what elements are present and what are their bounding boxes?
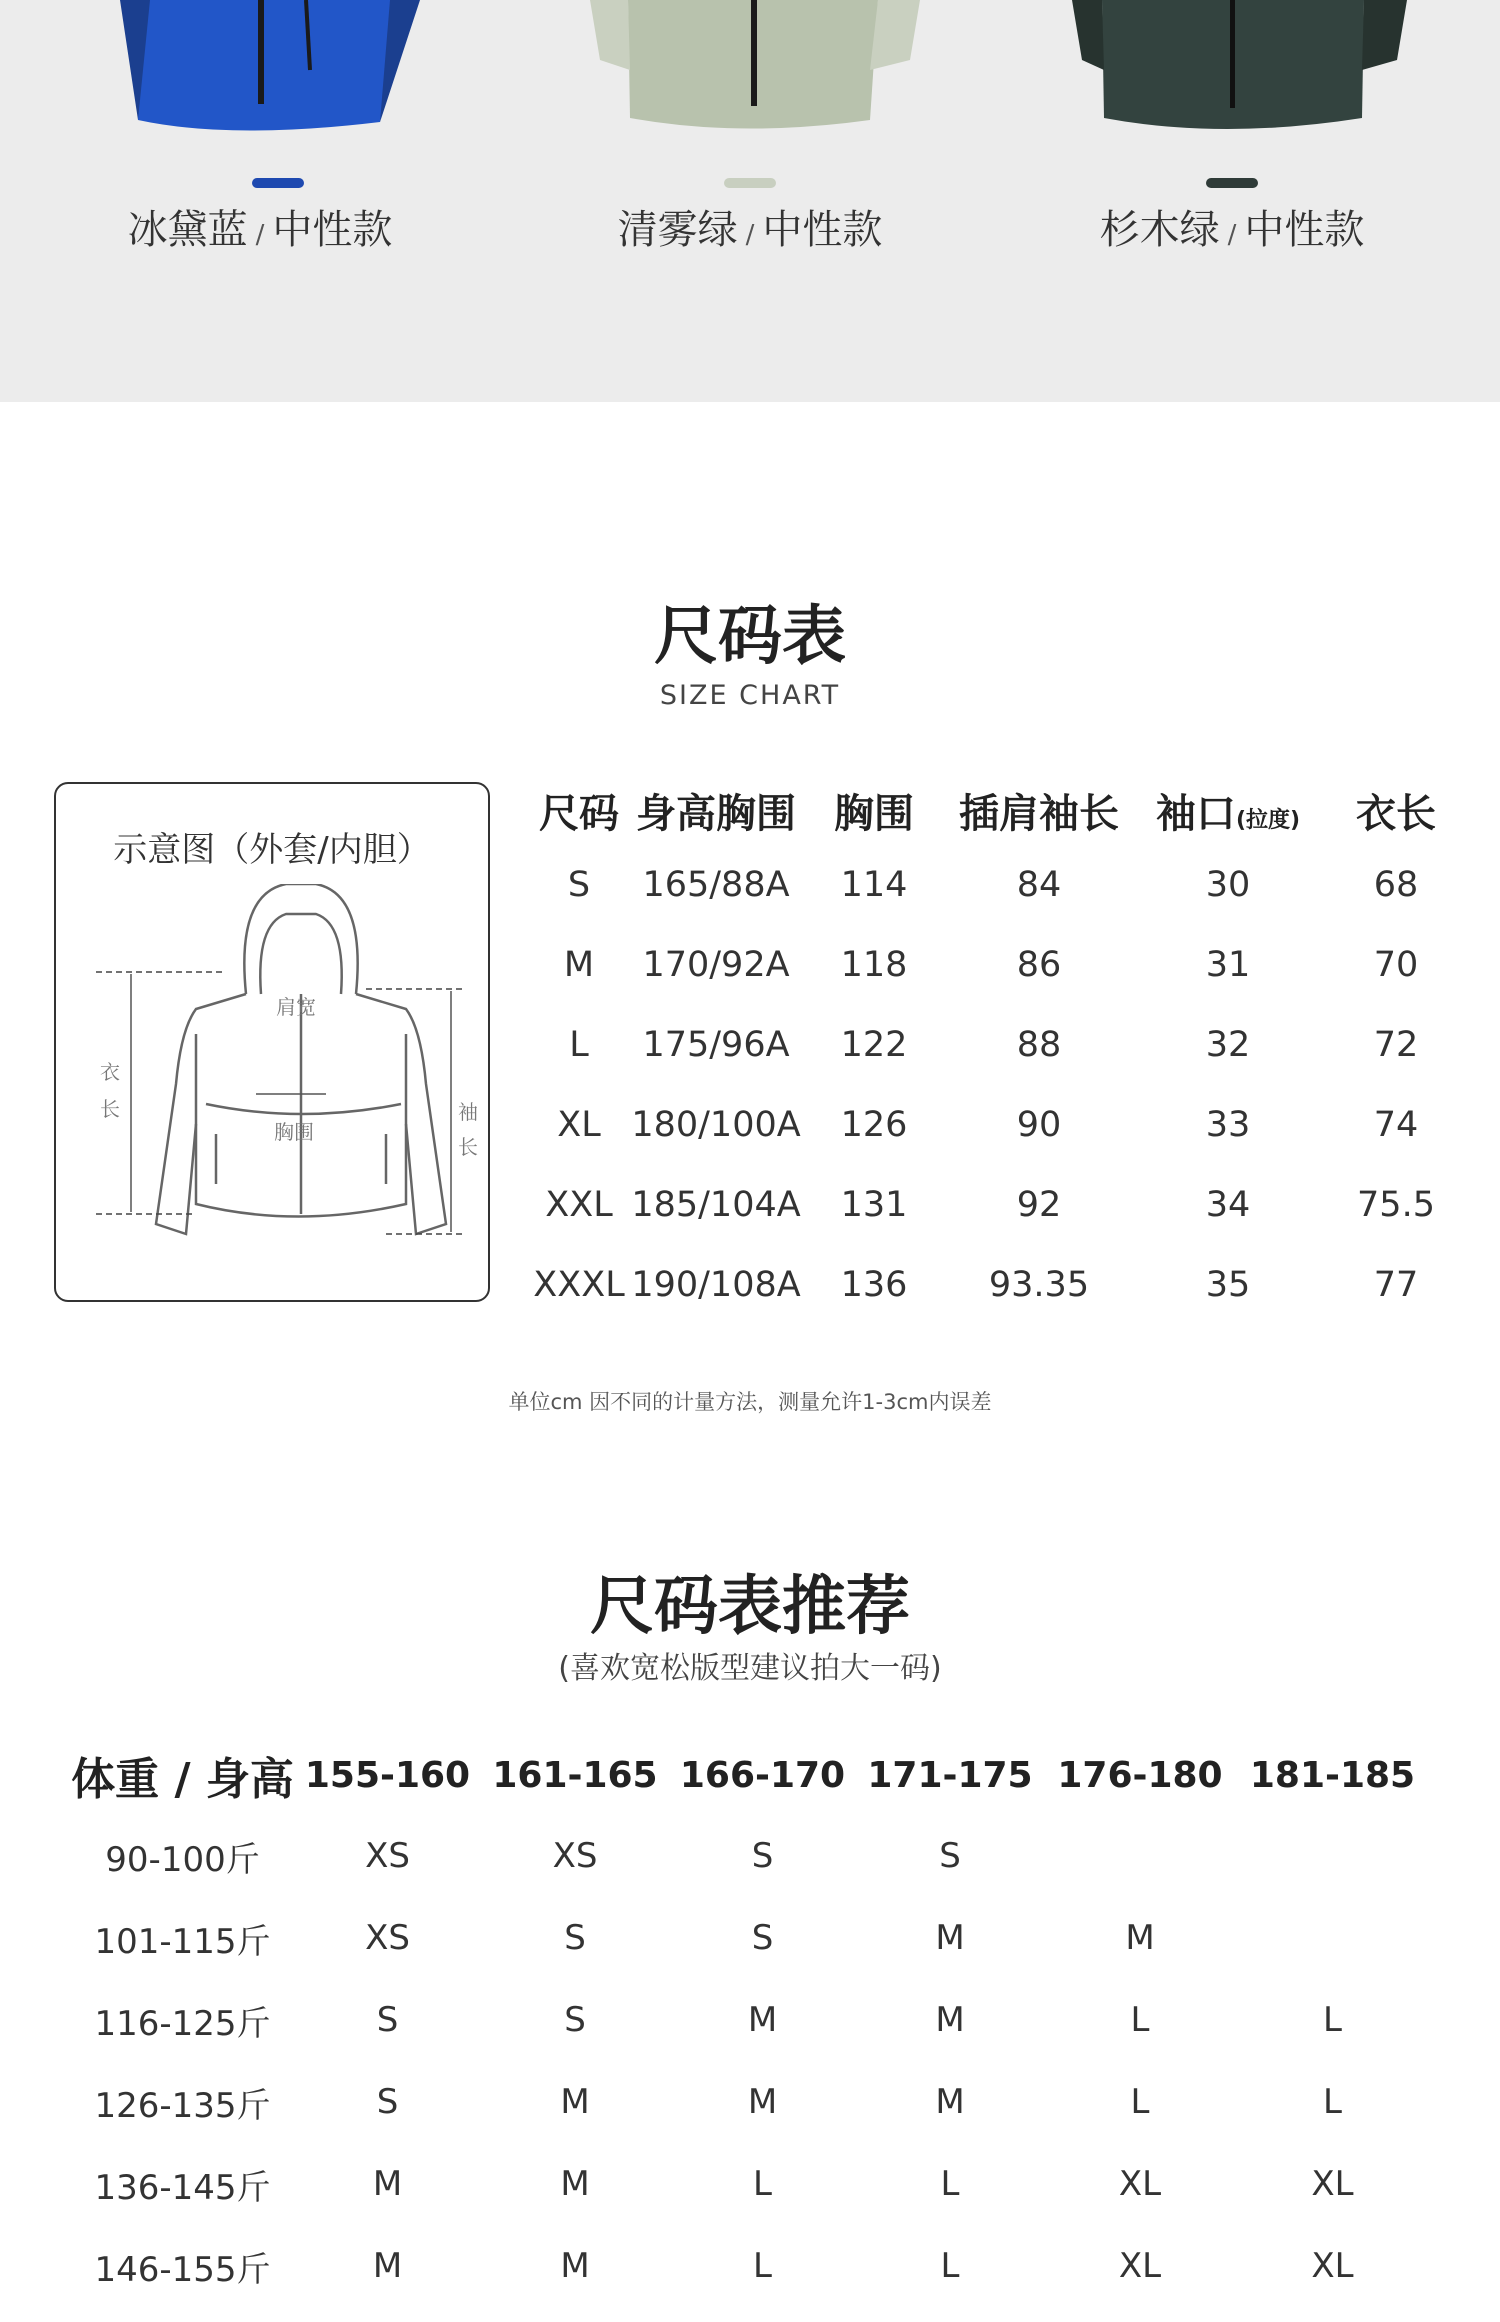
size-recommendation-table <box>70 1735 1430 2307</box>
header-height-range: 181-185 <box>1249 1754 1416 1796</box>
cell-size: M <box>563 945 595 985</box>
cell-recommended-size: L <box>1323 2000 1342 2040</box>
variant-label-blue: 冰黛蓝 / 中性款 <box>127 207 393 253</box>
header-cuff: 袖口(拉度) <box>1155 790 1301 837</box>
cell-size: XXXL <box>533 1265 625 1305</box>
cell-size: S <box>567 865 591 905</box>
measurement-diagram <box>54 782 490 1302</box>
cell-recommended-size: L <box>1323 2082 1342 2122</box>
cell-recommended-size <box>1045 1815 1235 1897</box>
cell-recommended-size: L <box>753 2164 772 2204</box>
cell-height-chest: 170/92A <box>642 945 790 985</box>
header-height-chest: 身高胸围 <box>636 790 796 837</box>
header-weight-height: 体重 / 身高 <box>71 1754 294 1805</box>
cell-recommended-size: L <box>940 2246 960 2286</box>
cell-cuff: 34 <box>1205 1185 1251 1225</box>
header-length: 衣长 <box>1356 790 1436 837</box>
cell-length: 74 <box>1373 1105 1419 1145</box>
cell-recommended-size: XS <box>365 1918 410 1958</box>
cell-length: 72 <box>1373 1025 1419 1065</box>
cell-chest: 126 <box>840 1105 908 1145</box>
size-chart-row <box>530 1245 1470 1325</box>
cell-recommended-size: M <box>935 2082 965 2122</box>
variant-label-fir-green: 杉木绿 / 中性款 <box>1099 207 1365 253</box>
cell-recommended-size <box>1235 1815 1430 1897</box>
cell-height-chest: 175/96A <box>642 1025 790 1065</box>
header-height-range: 171-175 <box>867 1754 1033 1796</box>
cell-chest: 118 <box>840 945 908 985</box>
header-height-range: 176-180 <box>1057 1754 1223 1796</box>
cell-chest: 114 <box>840 865 908 905</box>
cell-recommended-size: S <box>751 1918 774 1958</box>
cell-recommended-size: M <box>1125 1918 1155 1958</box>
cell-recommended-size: M <box>372 2164 403 2204</box>
cell-cuff: 30 <box>1205 865 1251 905</box>
size-chart-header-row <box>530 775 1470 845</box>
cell-recommended-size: S <box>564 1918 586 1958</box>
jacket-diagram-illustration <box>56 884 488 1284</box>
jacket-photo-fir-green <box>1052 0 1412 170</box>
measurement-note: 单位cm 因不同的计量方法，测量允许1-3cm内误差 <box>508 1390 992 1414</box>
cell-weight: 126-135斤 <box>94 2085 271 2126</box>
cell-recommended-size: M <box>747 2000 778 2040</box>
cell-sleeve: 84 <box>1016 865 1062 905</box>
cell-recommended-size: S <box>564 2000 586 2040</box>
header-size: 尺码 <box>539 790 619 837</box>
cell-recommended-size: L <box>1130 2082 1150 2122</box>
cell-recommended-size: L <box>1130 2000 1150 2040</box>
cell-height-chest: 165/88A <box>642 865 790 905</box>
cell-sleeve: 92 <box>1016 1185 1062 1225</box>
diagram-label-length-1: 衣 <box>100 1060 120 1084</box>
product-variant-fir-green[interactable] <box>1052 0 1412 402</box>
cell-recommended-size: XS <box>365 1836 410 1876</box>
diagram-label-length-2: 长 <box>100 1097 120 1121</box>
color-swatch-blue[interactable] <box>252 178 304 188</box>
recommendation-row <box>70 1979 1430 2061</box>
cell-recommended-size: S <box>939 1836 961 1876</box>
diagram-label-shoulder: 肩宽 <box>276 995 316 1019</box>
product-variant-blue[interactable] <box>80 0 440 402</box>
variant-label-mist-green: 清雾绿 / 中性款 <box>617 207 883 253</box>
header-sleeve: 插肩袖长 <box>959 790 1119 837</box>
cell-height-chest: 185/104A <box>631 1185 801 1225</box>
color-swatch-mist-green[interactable] <box>724 178 776 188</box>
header-height-range: 155-160 <box>304 1754 471 1796</box>
diagram-label-sleeve-2: 长 <box>458 1135 478 1159</box>
cell-sleeve: 86 <box>1016 945 1062 985</box>
cell-recommended-size: S <box>751 1836 774 1876</box>
cell-height-chest: 180/100A <box>631 1105 801 1145</box>
cell-weight: 101-115斤 <box>94 1921 271 1962</box>
recommendation-row <box>70 1815 1430 1897</box>
cell-cuff: 31 <box>1205 945 1251 985</box>
size-chart-row <box>530 925 1470 1005</box>
diagram-label-chest: 胸围 <box>274 1120 314 1144</box>
cell-length: 70 <box>1373 945 1419 985</box>
cell-length: 75.5 <box>1357 1185 1435 1225</box>
cell-chest: 136 <box>840 1265 908 1305</box>
cell-recommended-size: M <box>560 2246 590 2286</box>
cell-cuff: 35 <box>1205 1265 1251 1305</box>
cell-recommended-size: XL <box>1118 2246 1162 2286</box>
cell-weight: 90-100斤 <box>105 1839 260 1880</box>
size-chart-row <box>530 1165 1470 1245</box>
size-chart-table <box>530 775 1470 1325</box>
cell-height-chest: 190/108A <box>631 1265 801 1305</box>
recommendation-row <box>70 2061 1430 2143</box>
size-chart-title: 尺码表 <box>654 600 846 674</box>
cell-recommended-size: M <box>935 1918 965 1958</box>
cell-recommended-size: XL <box>1311 2164 1354 2204</box>
cell-recommended-size: M <box>935 2000 965 2040</box>
cell-recommended-size: XS <box>552 1836 598 1876</box>
cell-recommended-size: M <box>560 2082 590 2122</box>
cell-length: 68 <box>1373 865 1419 905</box>
size-chart-row <box>530 845 1470 925</box>
cell-sleeve: 88 <box>1016 1025 1062 1065</box>
cell-recommended-size: L <box>753 2246 772 2286</box>
recommendation-header-row <box>70 1735 1430 1815</box>
cell-size: XXL <box>545 1185 613 1225</box>
cell-weight: 136-145斤 <box>94 2167 271 2208</box>
cell-sleeve: 93.35 <box>988 1265 1090 1305</box>
header-chest: 胸围 <box>834 790 914 837</box>
cell-sleeve: 90 <box>1016 1105 1062 1145</box>
cell-cuff: 32 <box>1205 1025 1251 1065</box>
cell-recommended-size: S <box>376 2082 399 2122</box>
color-variants-band <box>0 0 1500 402</box>
diagram-caption: 示意图（外套/内胆） <box>113 830 431 870</box>
size-chart-row <box>530 1085 1470 1165</box>
cell-recommended-size: XL <box>1311 2246 1354 2286</box>
cell-recommended-size: XL <box>1118 2164 1162 2204</box>
cell-recommended-size <box>1235 1897 1430 1979</box>
header-height-range: 166-170 <box>679 1754 846 1796</box>
size-chart-subtitle: SIZE CHART <box>659 680 841 711</box>
cell-size: XL <box>557 1105 601 1145</box>
recommendation-subtitle: (喜欢宽松版型建议拍大一码) <box>558 1651 942 1686</box>
cell-cuff: 33 <box>1205 1105 1251 1145</box>
recommendation-row <box>70 2143 1430 2225</box>
jacket-photo-mist-green <box>570 0 930 170</box>
cell-recommended-size: S <box>376 2000 399 2040</box>
cell-recommended-size: L <box>940 2164 960 2204</box>
cell-weight: 116-125斤 <box>94 2003 271 2044</box>
cell-length: 77 <box>1373 1265 1419 1305</box>
header-height-range: 161-165 <box>492 1754 658 1796</box>
recommendation-row <box>70 1897 1430 1979</box>
color-swatch-fir-green[interactable] <box>1206 178 1258 188</box>
cell-size: L <box>569 1025 589 1065</box>
jacket-photo-blue <box>80 0 440 170</box>
recommendation-title: 尺码表推荐 <box>590 1570 910 1644</box>
diagram-label-sleeve-1: 袖 <box>458 1100 478 1124</box>
cell-recommended-size: M <box>560 2164 590 2204</box>
cell-recommended-size: M <box>372 2246 403 2286</box>
product-variant-mist-green[interactable] <box>570 0 930 402</box>
cell-weight: 146-155斤 <box>94 2249 271 2290</box>
cell-recommended-size: M <box>747 2082 778 2122</box>
cell-chest: 131 <box>840 1185 908 1225</box>
cell-chest: 122 <box>840 1025 908 1065</box>
size-chart-row <box>530 1005 1470 1085</box>
recommendation-row <box>70 2225 1430 2307</box>
